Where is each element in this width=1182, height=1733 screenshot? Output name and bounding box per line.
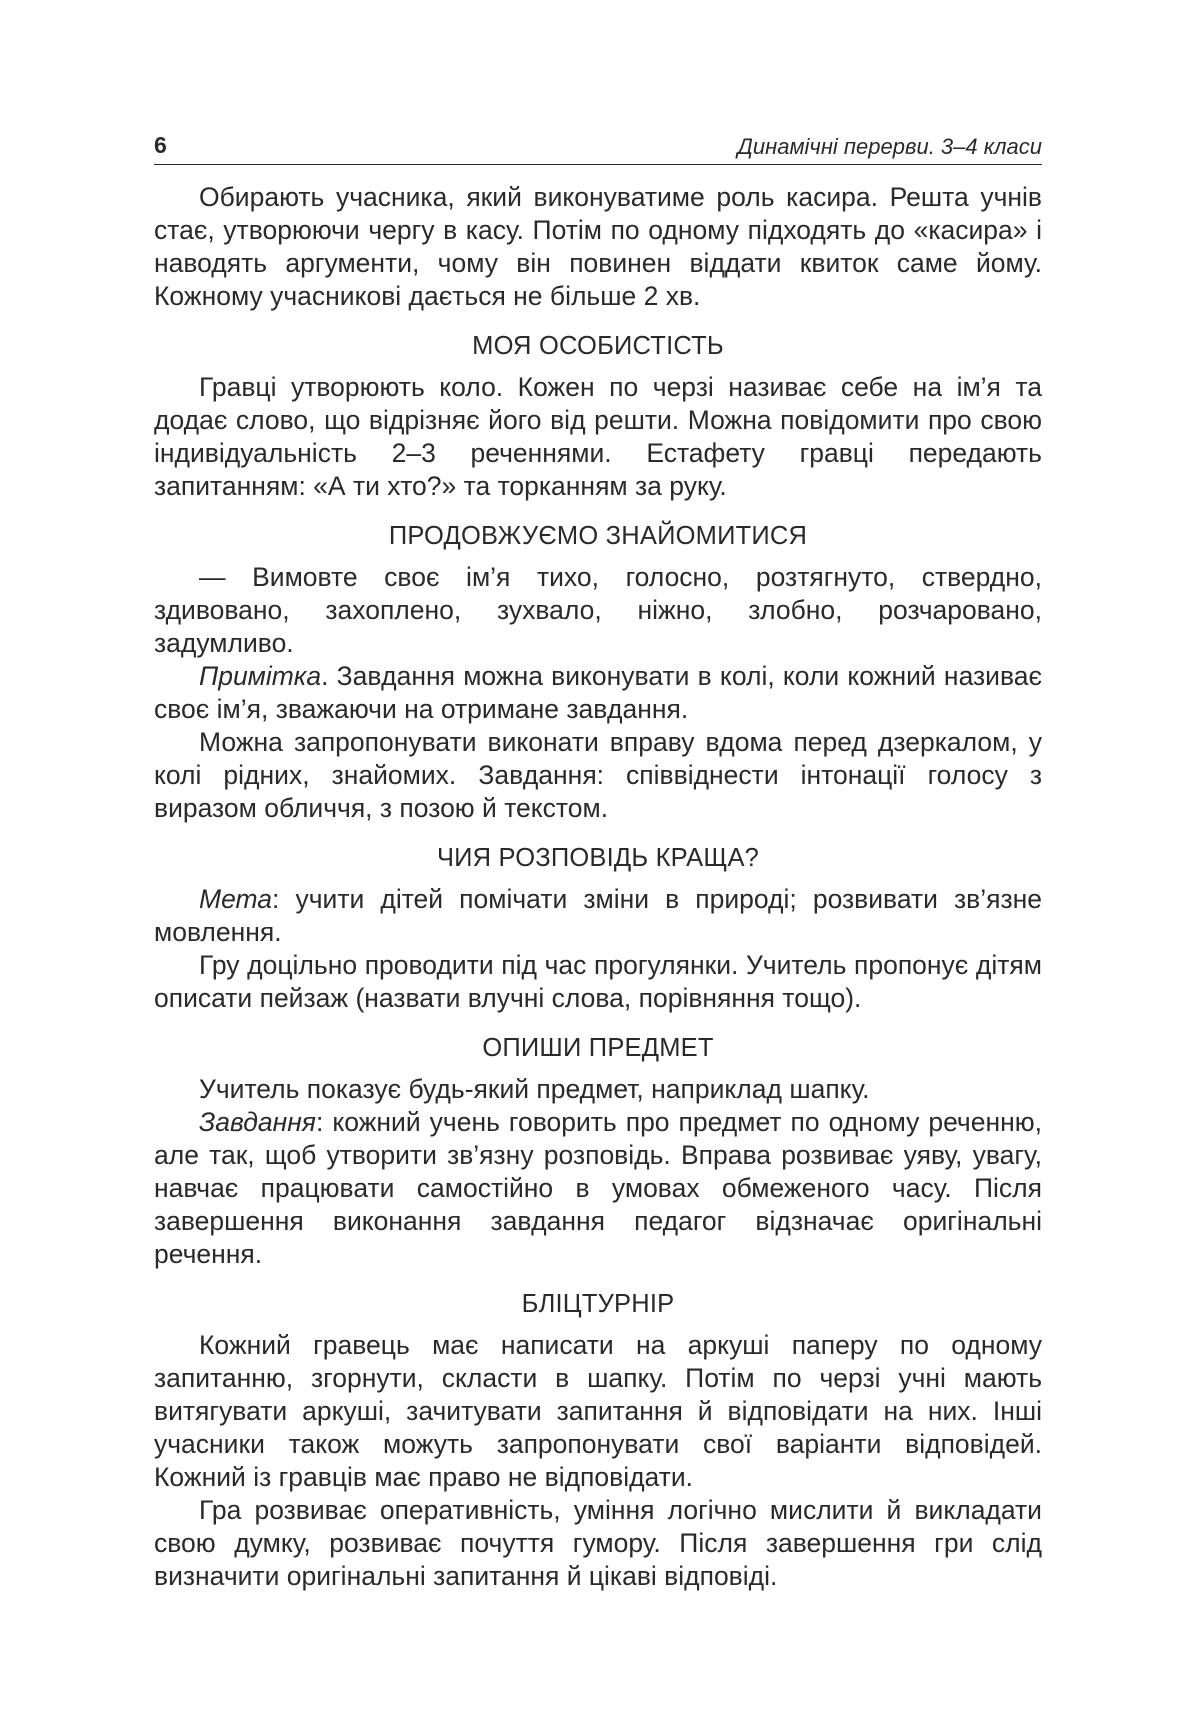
book-title: Динамічні перерви. 3–4 класи [737,134,1042,159]
book-page [154,132,1042,1593]
section-title-whose-story-better: ЧИЯ РОЗПОВІДЬ КРАЩА? [436,844,760,872]
intro-paragraph: Обирають учасника, який виконуватиме роль касира. Решта учнів стає, утворюючи чергу в касу. Потім по одному підходять до «касира» і наводять аргументи, чому він повинен віддати квиток саме йому. Кожному учасникові дається не більше 2 хв. [154,182,1042,311]
paragraph: — Вимовте своє ім’я тихо, голосно, розтягнуто, ствердно, здивовано, захоплено, зухвало, ніжно, злобно, розчаровано, задумливо. [154,562,1042,658]
paragraph: Гравці утворюють коло. Кожен по черзі називає себе на ім’я та додає слово, що відрізняє його від решти. Можна повідомити про свою індивідуальність 2–3 реченнями. Естафету гравці передають запитанням: «А ти хто?» та торканням за руку. [154,372,1042,501]
paragraph: Кожний гравець має написати на аркуші паперу по одному запитанню, згорнути, скласти в шапку. Потім по черзі учні мають витягувати аркуші, зачитувати запитання й відповідати на них. Інші учасники також можуть запропонувати свої варіанти відповідей. Кожний із гравців має право не відповідати. [154,1330,1042,1492]
page-content [154,181,1042,1593]
goal-text: : учити дітей помічати зміни в природі; розвивати зв’язне мовлення. [154,884,1042,947]
task-paragraph [154,1106,1042,1271]
page-number: 6 [154,132,167,158]
section-title-blitz-tournament: БЛІЦТУРНІР [521,1290,675,1318]
section-title-my-personality: МОЯ ОСОБИСТІСТЬ [472,332,724,360]
paragraph: Можна запропонувати виконати вправу вдома перед дзеркалом, у колі рідних, знайомих. Завдання: співвіднести інтонації голосу з виразом обличчя, з позою й текстом. [154,727,1042,823]
task-label: Завдання [199,1107,316,1137]
note-paragraph [154,660,1042,726]
section-title-describe-object: ОПИШИ ПРЕДМЕТ [482,1034,714,1062]
paragraph: Гра розвиває оперативність, уміння логічно мислити й викладати свою думку, розвиває почуття гумору. Після завершення гри слід визначити оригінальні запитання й цікаві відповіді. [154,1495,1042,1591]
note-label: Примітка [199,661,322,691]
running-header [154,132,1042,165]
task-text: : кожний учень говорить про предмет по одному реченню, але так, щоб утворити зв’язну розповідь. Вправа розвиває уяву, увагу, навчає працювати самостійно в умовах обмеженого часу. Після завершення виконання завдання педагог відзначає оригінальні речення. [154,1107,1042,1269]
section-title-getting-acquainted: ПРОДОВЖУЄМО ЗНАЙОМИТИСЯ [388,522,808,550]
goal-label: Мета [199,884,273,914]
paragraph: Учитель показує будь-який предмет, наприклад шапку. [199,1074,870,1104]
goal-paragraph [154,883,1042,949]
paragraph: Гру доцільно проводити під час прогулянки. Учитель пропонує дітям описати пейзаж (назвати влучні слова, порівняння тощо). [154,950,1042,1013]
note-text: . Завдання можна виконувати в колі, коли кожний називає своє ім’я, зважаючи на отримане завдання. [154,661,1042,724]
